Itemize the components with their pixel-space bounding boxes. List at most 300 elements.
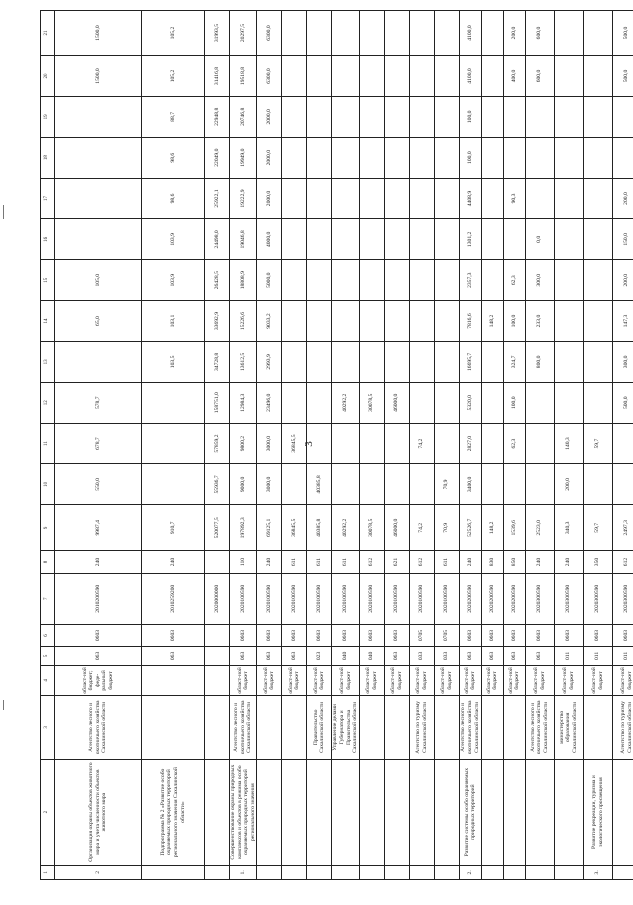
- row-number: [142, 865, 205, 879]
- table-row: [257, 11, 282, 880]
- expense-type-code: 611: [332, 551, 359, 573]
- responsible-agency: Агентство лесного и охотничьего хозяйства Сахалинской области: [459, 696, 481, 759]
- table-row: [384, 11, 409, 880]
- funding-source: област-ной бюджет: [282, 665, 307, 696]
- target-item-code: 2020100590: [257, 573, 282, 624]
- year-value: 150,0: [612, 219, 633, 260]
- year-value: [434, 260, 459, 301]
- total-value: 30078,5: [359, 505, 384, 551]
- section-code: [205, 624, 230, 646]
- year-value: [583, 137, 612, 178]
- measure-name: [612, 759, 633, 865]
- year-value: [583, 260, 612, 301]
- grbs-code: 063: [459, 647, 481, 665]
- year-value: [409, 137, 434, 178]
- page-number: 3: [302, 441, 315, 447]
- section-code: 0603: [503, 624, 525, 646]
- section-code: 0705: [409, 624, 434, 646]
- section-code: 0603: [481, 624, 503, 646]
- year-value: 12984,3: [230, 382, 257, 423]
- year-value: 200,0: [503, 11, 525, 56]
- responsible-agency: [359, 696, 384, 759]
- year-value: [554, 219, 583, 260]
- year-value: [359, 219, 384, 260]
- total-value: 340,3: [554, 505, 583, 551]
- grbs-code: 063: [230, 647, 257, 665]
- year-value: 3000,0: [257, 464, 282, 505]
- year-value: 19222,9: [230, 178, 257, 219]
- expense-type-code: 612: [612, 551, 633, 573]
- column-number: 11: [41, 423, 55, 464]
- responsible-agency: Агентство лесного и охотничьего хозяйства Сахалинской области: [230, 696, 257, 759]
- year-value: 300,0: [525, 260, 554, 301]
- year-value: 22948,8: [205, 96, 230, 137]
- year-value: [481, 260, 503, 301]
- table-row: [55, 11, 142, 880]
- year-value: [503, 96, 525, 137]
- section-code: 0603: [525, 624, 554, 646]
- year-value: [359, 464, 384, 505]
- table-row: [332, 11, 359, 880]
- year-value: 26428,5: [205, 260, 230, 301]
- column-number: 1: [41, 865, 55, 879]
- section-code: 0603: [554, 624, 583, 646]
- total-value: 910,7: [142, 505, 205, 551]
- table-body: [41, 11, 633, 880]
- year-value: [612, 137, 633, 178]
- expense-type-code: 850: [503, 551, 525, 573]
- column-number: 9: [41, 505, 55, 551]
- year-value: 22049,0: [205, 137, 230, 178]
- year-value: 4100,0: [459, 56, 481, 97]
- table-row: [554, 11, 583, 880]
- responsible-agency: [257, 696, 282, 759]
- measure-name: [503, 759, 525, 865]
- column-number: 13: [41, 341, 55, 382]
- year-value: [307, 137, 332, 178]
- total-value: 1539,6: [503, 505, 525, 551]
- row-number: [481, 865, 503, 879]
- year-value: 140,3: [554, 423, 583, 464]
- year-value: 200,0: [612, 260, 633, 301]
- year-value: [409, 464, 434, 505]
- year-value: [55, 219, 142, 260]
- funding-source: област-ной бюджет: [434, 665, 459, 696]
- year-value: 25922,1: [205, 178, 230, 219]
- year-value: [332, 11, 359, 56]
- total-value: 69125,1: [257, 505, 282, 551]
- year-value: 55936,7: [205, 464, 230, 505]
- funding-source: област-ной бюджет: [525, 665, 554, 696]
- year-value: 105,2: [142, 56, 205, 97]
- year-value: [554, 260, 583, 301]
- row-number: [282, 865, 307, 879]
- section-code: 0603: [257, 624, 282, 646]
- year-value: 100,0: [459, 137, 481, 178]
- grbs-code: 033: [409, 647, 434, 665]
- responsible-agency: Агентство по туризму Сахалинской области: [409, 696, 434, 759]
- year-value: 34728,8: [205, 341, 230, 382]
- year-value: 31993,5: [205, 11, 230, 56]
- row-number: 2.: [459, 865, 481, 879]
- expense-type-code: 611: [282, 551, 307, 573]
- year-value: 19518,8: [230, 56, 257, 97]
- year-value: 40385,8: [307, 464, 332, 505]
- year-value: 20746,8: [230, 96, 257, 137]
- year-value: 100,0: [503, 301, 525, 342]
- column-number: 7: [41, 573, 55, 624]
- table-row: [282, 11, 307, 880]
- column-number: 18: [41, 137, 55, 178]
- year-value: [282, 341, 307, 382]
- row-number: 2: [55, 865, 142, 879]
- year-value: 6300,0: [257, 11, 282, 56]
- total-value: 40385,8: [307, 505, 332, 551]
- grbs-code: 063: [257, 647, 282, 665]
- responsible-agency: [583, 696, 612, 759]
- year-value: [434, 382, 459, 423]
- expense-type-code: 240: [142, 551, 205, 573]
- funding-source: област-ной бюджет: [230, 665, 257, 696]
- section-code: 0603: [583, 624, 612, 646]
- funding-source: област-ной бюджет: [332, 665, 359, 696]
- year-value: [282, 301, 307, 342]
- year-value: 500,0: [612, 56, 633, 97]
- year-value: [332, 260, 359, 301]
- responsible-agency: министерство образования Сахалинской области: [554, 696, 583, 759]
- year-value: 4000,0: [257, 219, 282, 260]
- expense-type-code: 612: [359, 551, 384, 573]
- year-value: [307, 178, 332, 219]
- year-value: [481, 219, 503, 260]
- year-value: [525, 137, 554, 178]
- table-row: [409, 11, 434, 880]
- year-value: [481, 178, 503, 219]
- responsible-agency: [205, 696, 230, 759]
- funding-source: област-ной бюджет: [481, 665, 503, 696]
- section-code: 0603: [307, 624, 332, 646]
- year-value: 62,3: [503, 423, 525, 464]
- column-number: 17: [41, 178, 55, 219]
- measure-name: Организация охраны объектов животного мира и учета численности объектов животного мира: [55, 759, 142, 865]
- year-value: 3000,0: [257, 423, 282, 464]
- year-value: 40292,2: [332, 382, 359, 423]
- year-value: [554, 301, 583, 342]
- target-item-code: 2020300590: [583, 573, 612, 624]
- year-value: 800,0: [525, 341, 554, 382]
- year-value: [332, 219, 359, 260]
- section-code: 0603: [142, 624, 205, 646]
- year-value: [359, 56, 384, 97]
- total-value: 36845,5: [282, 505, 307, 551]
- year-value: 9000,0: [230, 464, 257, 505]
- year-value: [554, 178, 583, 219]
- grbs-code: 040: [332, 647, 359, 665]
- grbs-code: 011: [583, 647, 612, 665]
- year-value: 23496,0: [257, 382, 282, 423]
- row-number: [612, 865, 633, 879]
- row-number: [554, 865, 583, 879]
- year-value: 46000,0: [384, 382, 409, 423]
- year-value: 500,0: [612, 382, 633, 423]
- column-number: 16: [41, 219, 55, 260]
- year-value: [359, 178, 384, 219]
- table-row: [142, 11, 205, 880]
- total-value: 197892,3: [230, 505, 257, 551]
- year-value: 2827,0: [459, 423, 481, 464]
- year-value: [55, 178, 142, 219]
- measure-name: [481, 759, 503, 865]
- expense-type-code: 240: [525, 551, 554, 573]
- year-value: [384, 423, 409, 464]
- year-value: 19046,8: [230, 219, 257, 260]
- year-value: [583, 56, 612, 97]
- responsible-agency: [434, 696, 459, 759]
- measure-name: [257, 759, 282, 865]
- responsible-agency: Правительство Сахалинской области: [307, 696, 332, 759]
- year-value: [55, 341, 142, 382]
- year-value: 74,2: [409, 423, 434, 464]
- column-number: 15: [41, 260, 55, 301]
- row-number: [409, 865, 434, 879]
- target-item-code: 2010259200: [142, 573, 205, 624]
- expense-type-code: 611: [434, 551, 459, 573]
- year-value: [307, 301, 332, 342]
- year-value: 70,9: [434, 464, 459, 505]
- year-value: [307, 423, 332, 464]
- grbs-code: 011: [554, 647, 583, 665]
- grbs-code: 040: [359, 647, 384, 665]
- year-value: [554, 382, 583, 423]
- year-value: 678,7: [55, 423, 142, 464]
- year-value: 15226,6: [230, 301, 257, 342]
- section-code: 0603: [459, 624, 481, 646]
- grbs-code: [205, 647, 230, 665]
- responsible-agency: [481, 696, 503, 759]
- year-value: [282, 219, 307, 260]
- measure-name: [525, 759, 554, 865]
- year-value: 147,3: [612, 301, 633, 342]
- year-value: [503, 219, 525, 260]
- column-number: 19: [41, 96, 55, 137]
- year-value: [409, 96, 434, 137]
- year-value: 103,9: [142, 260, 205, 301]
- year-value: [583, 341, 612, 382]
- total-value: 70,9: [434, 505, 459, 551]
- year-value: [481, 464, 503, 505]
- year-value: 2000,0: [257, 96, 282, 137]
- year-value: [359, 137, 384, 178]
- year-value: [384, 56, 409, 97]
- total-value: 40292,2: [332, 505, 359, 551]
- year-value: [359, 341, 384, 382]
- year-value: [583, 96, 612, 137]
- year-value: [332, 178, 359, 219]
- table-row: [230, 11, 257, 880]
- funding-source: област-ной бюджет; феде-ральный бюджет: [55, 665, 142, 696]
- year-value: [307, 11, 332, 56]
- measure-name: [409, 759, 434, 865]
- measure-name: [332, 759, 359, 865]
- year-value: 13612,5: [230, 341, 257, 382]
- year-value: 4100,0: [459, 11, 481, 56]
- year-value: 578,7: [55, 382, 142, 423]
- funding-source: област-ной бюджет: [307, 665, 332, 696]
- responsible-agency: Агентство по туризму Сахалинской области: [612, 696, 633, 759]
- measure-name: [307, 759, 332, 865]
- year-value: 103,5: [142, 341, 205, 382]
- year-value: [409, 219, 434, 260]
- year-value: 324,7: [503, 341, 525, 382]
- responsible-agency: [503, 696, 525, 759]
- funding-source: област-ной бюджет: [257, 665, 282, 696]
- year-value: [434, 96, 459, 137]
- year-value: [503, 137, 525, 178]
- column-number: 3: [41, 696, 55, 759]
- grbs-code: 033: [434, 647, 459, 665]
- year-value: [307, 56, 332, 97]
- section-code: 0603: [612, 624, 633, 646]
- expense-type-code: 612: [409, 551, 434, 573]
- column-number: 4: [41, 665, 55, 696]
- expense-type-code: [205, 551, 230, 573]
- year-value: 5320,0: [459, 382, 481, 423]
- scan-mark: [3, 205, 4, 219]
- grbs-code: 023: [307, 647, 332, 665]
- expense-type-code: 240: [459, 551, 481, 573]
- year-value: [384, 96, 409, 137]
- total-value: 520077,5: [205, 505, 230, 551]
- year-value: [583, 11, 612, 56]
- year-value: [434, 341, 459, 382]
- year-value: [409, 382, 434, 423]
- funding-source: [205, 665, 230, 696]
- year-value: [384, 178, 409, 219]
- target-item-code: 2010200590: [55, 573, 142, 624]
- year-value: [332, 341, 359, 382]
- year-value: 2357,3: [459, 260, 481, 301]
- year-value: [282, 96, 307, 137]
- total-value: 2523,0: [525, 505, 554, 551]
- year-value: 2993,9: [257, 341, 282, 382]
- responsible-agency: [282, 696, 307, 759]
- scan-mark: [3, 700, 4, 710]
- measure-name: Подпрограмма № 2 «Развитие особо охраняемых природных территорий регионального значения Сахалинской области»: [142, 759, 205, 865]
- year-value: [142, 423, 205, 464]
- year-value: [434, 56, 459, 97]
- column-number: 21: [41, 11, 55, 56]
- responsible-agency: Управление делами Губернатора и Правительства Сахалинской области: [332, 696, 359, 759]
- expense-type-code: 240: [257, 551, 282, 573]
- rotated-page: [40, 10, 633, 880]
- target-item-code: 2020200590: [481, 573, 503, 624]
- measure-name: [282, 759, 307, 865]
- column-number: 20: [41, 56, 55, 97]
- year-value: [434, 11, 459, 56]
- year-value: 30078,5: [359, 382, 384, 423]
- funding-source: област-ной бюджет: [554, 665, 583, 696]
- section-code: 0603: [359, 624, 384, 646]
- year-value: [282, 56, 307, 97]
- expense-type-code: 240: [55, 551, 142, 573]
- year-value: 62,3: [503, 260, 525, 301]
- year-value: [612, 96, 633, 137]
- year-value: [525, 423, 554, 464]
- funding-source: област-ной бюджет: [384, 665, 409, 696]
- year-value: [434, 219, 459, 260]
- expense-type-code: 621: [384, 551, 409, 573]
- year-value: [481, 56, 503, 97]
- funding-source: област-ной бюджет: [583, 665, 612, 696]
- year-value: [307, 260, 332, 301]
- year-value: 3400,0: [459, 464, 481, 505]
- year-value: [332, 96, 359, 137]
- responsible-agency: [384, 696, 409, 759]
- year-value: [282, 178, 307, 219]
- table-row: [307, 11, 332, 880]
- year-value: 400,0: [503, 56, 525, 97]
- year-value: 6300,0: [257, 56, 282, 97]
- budget-table: [40, 10, 633, 880]
- year-value: [282, 260, 307, 301]
- year-value: [359, 301, 384, 342]
- target-item-code: 2020100590: [434, 573, 459, 624]
- measure-name: [205, 759, 230, 865]
- table-row: [503, 11, 525, 880]
- year-value: [409, 178, 434, 219]
- year-value: 88,7: [142, 96, 205, 137]
- year-value: [359, 260, 384, 301]
- year-value: [525, 178, 554, 219]
- row-number: [332, 865, 359, 879]
- total-value: 148,2: [481, 505, 503, 551]
- grbs-code: 063: [503, 647, 525, 665]
- year-value: 20297,5: [230, 11, 257, 56]
- year-value: 200,0: [554, 464, 583, 505]
- column-number: 5: [41, 647, 55, 665]
- year-value: 103,1: [142, 301, 205, 342]
- year-value: [332, 423, 359, 464]
- grbs-code: 063: [142, 647, 205, 665]
- year-value: [525, 464, 554, 505]
- funding-source: област-ной бюджет: [409, 665, 434, 696]
- target-item-code: 2020300590: [525, 573, 554, 624]
- year-value: [481, 382, 503, 423]
- year-value: [307, 382, 332, 423]
- year-value: [409, 11, 434, 56]
- section-code: 0603: [282, 624, 307, 646]
- year-value: 7816,6: [459, 301, 481, 342]
- funding-source: област-ной бюджет: [503, 665, 525, 696]
- year-value: 16695,7: [459, 341, 481, 382]
- year-value: [583, 382, 612, 423]
- row-number: 3.: [583, 865, 612, 879]
- grbs-code: 063: [384, 647, 409, 665]
- year-value: 233,0: [525, 301, 554, 342]
- target-item-code: 2020000000: [205, 573, 230, 624]
- year-value: 9033,2: [257, 301, 282, 342]
- year-value: [409, 260, 434, 301]
- row-number: [384, 865, 409, 879]
- table-row: [205, 11, 230, 880]
- expense-type-code: 350: [583, 551, 612, 573]
- year-value: 200,0: [612, 178, 633, 219]
- measure-name: Развитие рекреации, туризма и экологического просвещения: [583, 759, 612, 865]
- year-value: [434, 178, 459, 219]
- year-value: [434, 423, 459, 464]
- year-value: 158751,0: [205, 382, 230, 423]
- section-code: 0603: [332, 624, 359, 646]
